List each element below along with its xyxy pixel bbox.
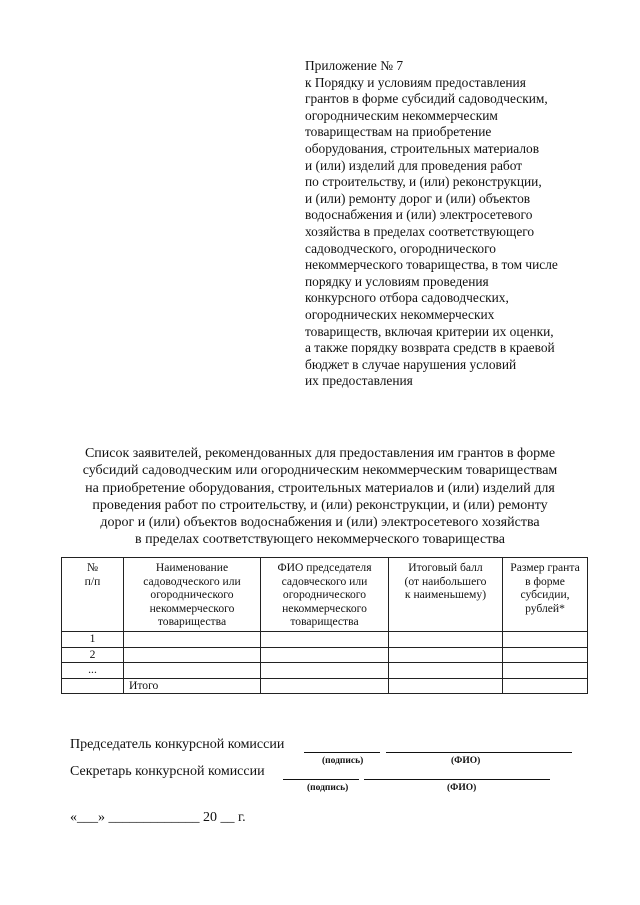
header-total-score: Итоговый балл (от наибольшего к наименьшему) bbox=[389, 558, 503, 632]
table-cell bbox=[389, 647, 503, 663]
table-row bbox=[62, 663, 588, 679]
chairman-name-caption: (ФИО) bbox=[451, 756, 481, 766]
table-cell: 2 bbox=[62, 647, 124, 663]
appendix-line: к Порядку и условиям предоставления bbox=[305, 74, 526, 90]
header-partnership-name: Наименование садоводческого или огороднического некоммерческого товарищества bbox=[124, 558, 261, 632]
appendix-line: по строительству, и (или) реконструкции, bbox=[305, 174, 542, 190]
header-grant-amount: Размер гранта в форме субсидии, рублей* bbox=[503, 558, 588, 632]
table-cell: ... bbox=[62, 663, 124, 679]
appendix-line: бюджет в случае нарушения условий bbox=[305, 356, 517, 372]
title-line: Список заявителей, рекомендованных для предоставления им грантов в форме bbox=[84, 446, 556, 461]
table-cell bbox=[261, 632, 389, 648]
appendix-block bbox=[305, 58, 605, 390]
chairman-name-line bbox=[386, 752, 572, 753]
appendix-line: и (или) изделий для проведения работ bbox=[305, 157, 523, 173]
appendix-line: огородническим некоммерческим bbox=[305, 107, 498, 123]
header-chairman-name: ФИО председателя садовческого или огороднического некоммерческого товарищества bbox=[261, 558, 389, 632]
table-cell bbox=[124, 663, 261, 679]
table-header-row bbox=[62, 558, 588, 632]
table-cell bbox=[62, 678, 124, 694]
secretary-label: Секретарь конкурсной комиссии bbox=[70, 764, 265, 779]
appendix-line: их предоставления bbox=[305, 373, 413, 389]
appendix-line: некоммерческого товарищества, в том числе bbox=[305, 257, 558, 273]
document-title bbox=[40, 445, 600, 549]
appendix-line: оборудования, строительных материалов bbox=[305, 140, 540, 156]
title-line: проведения работ по строительству, и (или) реконструкции, и (или) ремонту bbox=[92, 497, 548, 513]
secretary-signature-line bbox=[283, 779, 359, 780]
table-cell bbox=[261, 678, 389, 694]
table-row bbox=[62, 647, 588, 663]
table-cell bbox=[261, 647, 389, 663]
secretary-name-caption: (ФИО) bbox=[447, 783, 477, 793]
date-line: «___» _____________ 20 __ г. bbox=[70, 810, 246, 825]
appendix-line: товариществ, включая критерии их оценки, bbox=[305, 323, 554, 339]
title-line: субсидий садоводческим или огородническим некоммерческим товариществам bbox=[82, 463, 558, 479]
total-label: Итого bbox=[124, 678, 261, 694]
appendix-line: и (или) ремонту дорог и (или) объектов bbox=[305, 190, 531, 206]
header-number: № п/п bbox=[62, 558, 124, 632]
appendix-line: а также порядку возврата средств в краевой bbox=[305, 340, 555, 356]
chairman-signature-line bbox=[304, 752, 380, 753]
chairman-signature-caption: (подпись) bbox=[322, 756, 364, 766]
appendix-line: садоводческого, огороднического bbox=[305, 240, 496, 256]
table-cell bbox=[389, 678, 503, 694]
appendix-line: порядку и условиям проведения bbox=[305, 273, 489, 289]
table-cell bbox=[389, 663, 503, 679]
table-cell bbox=[124, 647, 261, 663]
secretary-name-line bbox=[364, 779, 550, 780]
table-cell bbox=[503, 663, 588, 679]
table-cell bbox=[503, 632, 588, 648]
table-cell bbox=[503, 678, 588, 694]
secretary-signature-caption: (подпись) bbox=[307, 783, 349, 793]
table-row bbox=[62, 632, 588, 648]
table-cell bbox=[261, 663, 389, 679]
appendix-line: водоснабжения и (или) электросетевого bbox=[305, 207, 533, 223]
appendix-line: грантов в форме субсидий садоводческим, bbox=[305, 91, 548, 107]
title-line: в пределах соответствующего некоммерческого товарищества bbox=[135, 532, 505, 548]
table-cell: 1 bbox=[62, 632, 124, 648]
title-line: на приобретение оборудования, строительных материалов и (или) изделий для bbox=[85, 480, 555, 496]
applicants-table bbox=[61, 557, 588, 694]
chairman-label: Председатель конкурсной комиссии bbox=[70, 737, 285, 752]
appendix-line: огороднических некоммерческих bbox=[305, 306, 495, 322]
title-line: дорог и (или) объектов водоснабжения и (или) электросетевого хозяйства bbox=[100, 515, 540, 531]
appendix-line: Приложение № 7 bbox=[305, 58, 404, 73]
appendix-line: товариществам на приобретение bbox=[305, 124, 492, 140]
table-total-row bbox=[62, 678, 588, 694]
appendix-line: хозяйства в пределах соответствующего bbox=[305, 223, 535, 239]
appendix-line: конкурсного отбора садоводческих, bbox=[305, 290, 509, 306]
table-cell bbox=[503, 647, 588, 663]
table-cell bbox=[389, 632, 503, 648]
table-cell bbox=[124, 632, 261, 648]
